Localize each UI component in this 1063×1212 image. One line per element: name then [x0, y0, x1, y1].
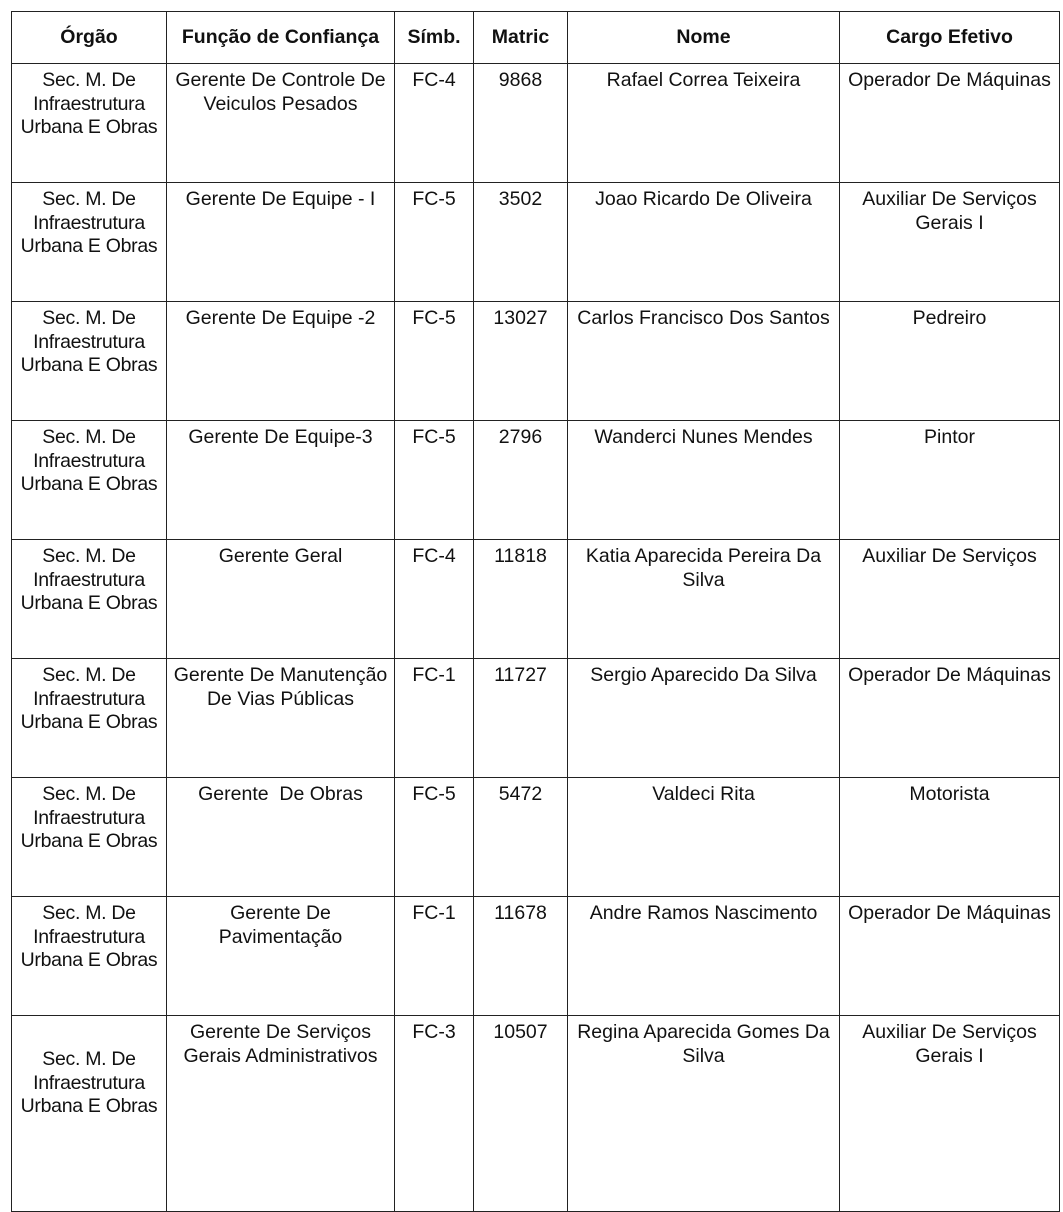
cell-funcao: Gerente De Equipe-3	[167, 421, 395, 540]
cell-cargo: Operador De Máquinas	[840, 659, 1060, 778]
cell-nome: Andre Ramos Nascimento	[568, 897, 840, 1016]
cell-matric: 9868	[474, 64, 568, 183]
cell-simb: FC-1	[395, 897, 474, 1016]
cell-simb: FC-1	[395, 659, 474, 778]
cell-funcao: Gerente De Equipe - I	[167, 183, 395, 302]
cell-matric: 5472	[474, 778, 568, 897]
cell-nome: Katia Aparecida Pereira Da Silva	[568, 540, 840, 659]
cell-nome: Sergio Aparecido Da Silva	[568, 659, 840, 778]
cell-orgao: Sec. M. De Infraestrutura Urbana E Obras	[12, 64, 167, 183]
cell-simb: FC-5	[395, 421, 474, 540]
cell-matric: 11727	[474, 659, 568, 778]
cell-orgao-text: Sec. M. De Infraestrutura Urbana E Obras	[20, 1048, 158, 1118]
cell-orgao: Sec. M. De Infraestrutura Urbana E Obras	[12, 302, 167, 421]
table-row	[12, 64, 1060, 183]
cell-cargo: Pintor	[840, 421, 1060, 540]
cell-orgao: Sec. M. De Infraestrutura Urbana E Obras	[12, 659, 167, 778]
cell-orgao: Sec. M. De Infraestrutura Urbana E Obras	[12, 421, 167, 540]
table-row	[12, 421, 1060, 540]
cell-nome: Carlos Francisco Dos Santos	[568, 302, 840, 421]
cell-nome: Regina Aparecida Gomes Da Silva	[568, 1016, 840, 1212]
header-orgao: Órgão	[12, 12, 167, 64]
cell-orgao: Sec. M. De Infraestrutura Urbana E Obras	[12, 778, 167, 897]
cell-orgao	[12, 1016, 167, 1212]
cell-cargo: Operador De Máquinas	[840, 64, 1060, 183]
cell-nome: Valdeci Rita	[568, 778, 840, 897]
cell-orgao: Sec. M. De Infraestrutura Urbana E Obras	[12, 183, 167, 302]
cell-funcao: Gerente De Manutenção De Vias Públicas	[167, 659, 395, 778]
cell-simb: FC-5	[395, 302, 474, 421]
header-cargo: Cargo Efetivo	[840, 12, 1060, 64]
table-row	[12, 778, 1060, 897]
cell-matric: 10507	[474, 1016, 568, 1212]
cell-funcao: Gerente De Pavimentação	[167, 897, 395, 1016]
cell-orgao: Sec. M. De Infraestrutura Urbana E Obras	[12, 897, 167, 1016]
cell-simb: FC-4	[395, 540, 474, 659]
servidores-table	[11, 11, 1060, 1212]
cell-matric: 3502	[474, 183, 568, 302]
cell-matric: 11678	[474, 897, 568, 1016]
header-funcao: Função de Confiança	[167, 12, 395, 64]
table-row	[12, 1016, 1060, 1212]
cell-funcao: Gerente De Serviços Gerais Administrativos	[167, 1016, 395, 1212]
header-row	[12, 12, 1060, 64]
table-row	[12, 183, 1060, 302]
cell-matric: 11818	[474, 540, 568, 659]
table-row	[12, 302, 1060, 421]
cell-simb: FC-5	[395, 183, 474, 302]
header-nome: Nome	[568, 12, 840, 64]
table-row	[12, 540, 1060, 659]
cell-nome: Joao Ricardo De Oliveira	[568, 183, 840, 302]
cell-nome: Wanderci Nunes Mendes	[568, 421, 840, 540]
cell-funcao: Gerente De Equipe -2	[167, 302, 395, 421]
cell-simb: FC-3	[395, 1016, 474, 1212]
header-matric: Matric	[474, 12, 568, 64]
cell-simb: FC-4	[395, 64, 474, 183]
cell-nome: Rafael Correa Teixeira	[568, 64, 840, 183]
cell-cargo: Pedreiro	[840, 302, 1060, 421]
cell-orgao: Sec. M. De Infraestrutura Urbana E Obras	[12, 540, 167, 659]
cell-funcao: Gerente De Controle De Veiculos Pesados	[167, 64, 395, 183]
cell-funcao: Gerente De Obras	[167, 778, 395, 897]
header-simb: Símb.	[395, 12, 474, 64]
cell-matric: 13027	[474, 302, 568, 421]
cell-cargo: Motorista	[840, 778, 1060, 897]
cell-cargo: Operador De Máquinas	[840, 897, 1060, 1016]
cell-matric: 2796	[474, 421, 568, 540]
cell-simb: FC-5	[395, 778, 474, 897]
table-row	[12, 659, 1060, 778]
cell-funcao: Gerente Geral	[167, 540, 395, 659]
cell-cargo: Auxiliar De Serviços Gerais I	[840, 183, 1060, 302]
table-row	[12, 897, 1060, 1016]
cell-cargo: Auxiliar De Serviços	[840, 540, 1060, 659]
cell-cargo: Auxiliar De Serviços Gerais I	[840, 1016, 1060, 1212]
